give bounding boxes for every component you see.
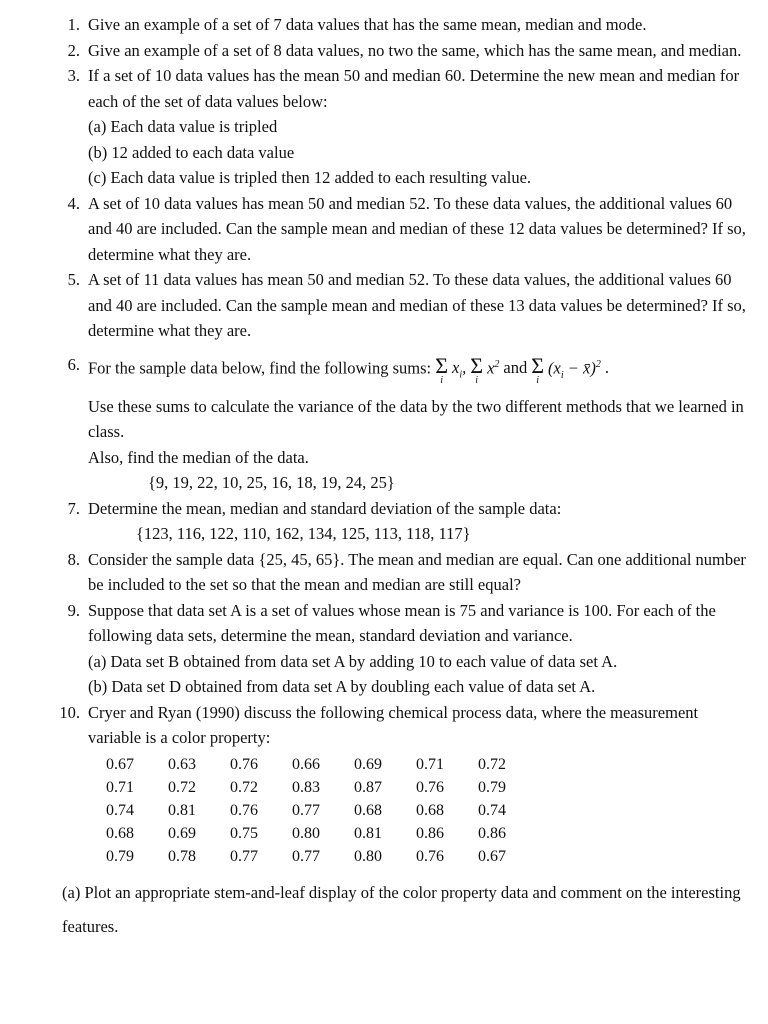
- sum-x-squared: [470, 353, 484, 386]
- question-text-2: Use these sums to calculate the variance of the data by the two different methods that we learned in class.: [88, 396, 744, 441]
- question-1: [54, 12, 750, 38]
- sum-deviation: [531, 353, 545, 386]
- question-number: 8.: [67, 549, 80, 569]
- sub-item-a: (a) Each data value is tripled: [88, 117, 278, 136]
- table-row: [106, 845, 540, 868]
- table-cell: 0.68: [416, 801, 444, 819]
- table-cell: 0.69: [354, 755, 382, 773]
- table-cell: 0.69: [168, 824, 196, 842]
- question-text: If a set of 10 data values has the mean 50 and median 60. Determine the new mean and median for each of the set of data values below:: [88, 66, 740, 111]
- table-cell: 0.79: [106, 847, 134, 865]
- question-6: [54, 352, 750, 496]
- question-text: A set of 10 data values has mean 50 and median 52. To these data values, the additional values 60 and 40 are included. Can the sample mean and median of these 12 data values be determined? If so, determine what they are.: [88, 193, 746, 264]
- table-cell: 0.80: [354, 847, 382, 865]
- sigma-symbol: Σ: [435, 353, 449, 378]
- table-cell: 0.76: [416, 778, 444, 796]
- question-number: 5.: [67, 270, 80, 289]
- sum-index: i: [440, 375, 444, 386]
- question-text-line: [88, 352, 750, 386]
- table-cell: 0.83: [292, 778, 320, 796]
- and-word: and: [503, 358, 528, 377]
- sum-x-squared-term: [487, 352, 499, 381]
- question-number: 3.: [67, 66, 80, 85]
- term-subscript: i: [459, 369, 463, 381]
- sum-formulas: [435, 352, 609, 388]
- question-4: [54, 191, 750, 268]
- table-row: [106, 799, 540, 822]
- table-cell: 0.76: [416, 847, 444, 865]
- table-cell: 0.78: [168, 847, 196, 865]
- question-number: 2.: [67, 40, 80, 60]
- question-7: [54, 496, 750, 547]
- sum-index: i: [536, 375, 540, 386]
- table-cell: 0.68: [354, 801, 382, 819]
- table-row: [106, 822, 540, 845]
- table-cell: 0.72: [478, 755, 506, 773]
- table-cell: 0.66: [292, 755, 320, 773]
- table-cell: 0.67: [106, 755, 134, 773]
- table-cell: 0.77: [292, 847, 320, 865]
- sub-item-c: (c) Each data value is tripled then 12 added to each resulting value.: [88, 168, 532, 187]
- table-row: [106, 753, 540, 776]
- table-cell: 0.87: [354, 778, 382, 796]
- table-cell: 0.76: [230, 801, 258, 819]
- table-cell: 0.71: [106, 778, 134, 796]
- table-cell: 0.67: [478, 847, 506, 865]
- question-text: Consider the sample data {25, 45, 65}. The mean and median are equal. Can one additional number be included to the set so that the mean and median are still equal?: [88, 549, 746, 594]
- question-number: 6.: [67, 354, 80, 374]
- question-8: [54, 547, 750, 598]
- table-cell: 0.68: [106, 824, 134, 842]
- table-cell: 0.79: [478, 778, 506, 796]
- table-cell: 0.81: [354, 824, 382, 842]
- sub-item-b: (b) 12 added to each data value: [88, 142, 295, 162]
- question-3: [54, 63, 750, 191]
- sum-end-period: .: [604, 358, 609, 377]
- question-text: A set of 11 data values has mean 50 and median 52. To these data values, the additional values 60 and 40 are included. Can the sample mean and median of these 13 data values be determined? If so, determine what they are.: [88, 270, 746, 340]
- table-cell: 0.76: [230, 755, 258, 773]
- question-number: 9.: [67, 600, 80, 620]
- question-5: [54, 267, 750, 344]
- question-text: Suppose that data set A is a set of values whose mean is 75 and variance is 100. For each of the following data sets, determine the mean, standard deviation and variance.: [88, 600, 716, 645]
- question-number: 7.: [67, 498, 80, 518]
- table-cell: 0.86: [478, 824, 506, 842]
- term-x: x: [487, 358, 495, 377]
- term-open: (x: [548, 358, 561, 377]
- sub-item-b: (b) Data set D obtained from data set A by doubling each value of data set A.: [88, 677, 596, 696]
- question-text: Cryer and Ryan (1990) discuss the following chemical process data, where the measurement variable is a color property:: [88, 702, 699, 747]
- table-cell: 0.77: [230, 847, 258, 865]
- table-cell: 0.72: [230, 778, 258, 796]
- question-text-3: Also, find the median of the data.: [88, 447, 309, 467]
- question-text: For the sample data below, find the following sums:: [88, 358, 432, 377]
- question-9: [54, 598, 750, 700]
- data-set: {9, 19, 22, 10, 25, 16, 18, 19, 24, 25}: [148, 473, 395, 492]
- table-row: [106, 776, 540, 799]
- sigma-symbol: Σ: [470, 353, 484, 378]
- table-cell: 0.77: [292, 801, 320, 819]
- question-text: Determine the mean, median and standard deviation of the sample data:: [88, 498, 562, 518]
- question-number: 10.: [59, 702, 80, 722]
- term-exponent: 2: [494, 358, 500, 370]
- sub-item-a: (a) Data set B obtained from data set A by adding 10 to each value of data set A.: [88, 651, 618, 671]
- table-cell: 0.63: [168, 755, 196, 773]
- sum-deviation-term: [548, 352, 601, 388]
- table-cell: 0.86: [416, 824, 444, 842]
- question-text: Give an example of a set of 7 data values that has the same mean, median and mode.: [88, 15, 647, 34]
- question-number: 4.: [67, 193, 80, 213]
- sigma-symbol: Σ: [531, 353, 545, 378]
- question-text: Give an example of a set of 8 data values, no two the same, which has the same mean, and median.: [88, 40, 742, 60]
- table-cell: 0.74: [478, 801, 506, 819]
- table-cell: 0.74: [106, 801, 134, 819]
- table-cell: 0.72: [168, 778, 196, 796]
- question-2: [54, 38, 750, 64]
- table-cell: 0.81: [168, 801, 196, 819]
- term-exponent: 2: [595, 358, 601, 370]
- term-x: x: [452, 358, 460, 377]
- question-10-part-a: (a) Plot an appropriate stem-and-leaf display of the color property data and comment on the interesting features.: [62, 882, 741, 936]
- data-table-body: [106, 753, 540, 868]
- sum-index: i: [475, 375, 479, 386]
- sum-x-term: $x_i$,: [452, 358, 467, 381]
- question-number: 1.: [67, 15, 80, 34]
- term-mean: − x̄): [563, 358, 596, 377]
- sum-x: [435, 353, 449, 386]
- data-set: {123, 116, 122, 110, 162, 134, 125, 113, 118, 117}: [136, 524, 471, 543]
- table-cell: 0.71: [416, 755, 444, 773]
- color-property-data-table: [106, 753, 540, 868]
- table-cell: 0.75: [230, 824, 258, 842]
- question-10: [54, 700, 750, 751]
- term-subscript: i: [560, 369, 564, 381]
- table-cell: 0.80: [292, 824, 320, 842]
